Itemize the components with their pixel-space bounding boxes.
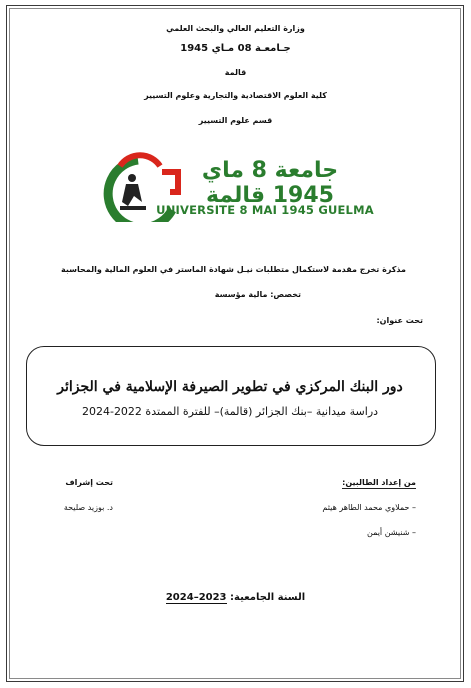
ministry-line: وزارة التعليم العالي والبحث العلمي: [166, 24, 305, 33]
supervisor-name: د. بوزيد صليحة: [63, 503, 113, 512]
subject-label: تحت عنوان:: [376, 316, 423, 325]
student-name-2: – شنيشن أيمن: [366, 528, 416, 537]
year-value: 2023–2024: [165, 592, 227, 603]
title-box: [26, 346, 436, 446]
student-name-1: – حملاوي محمد الطاهر هيثم: [322, 503, 416, 512]
inner-border: [9, 8, 461, 679]
supervision-label: تحت إشراف: [65, 478, 113, 487]
faculty-line: كلية العلوم الاقتصادية والتجارية وعلوم التسيير: [144, 91, 327, 100]
specialty: تخصص: مالية مؤسسة: [214, 290, 301, 299]
department-line: قسم علوم التسيير: [198, 116, 273, 125]
university-line: جـامعـة 08 مـاي 1945: [180, 43, 291, 54]
academic-year: [0, 592, 471, 603]
logo-french-text: UNIVERSITE 8 MAI 1945 GUELMA: [156, 203, 374, 217]
city-line: قالمة: [224, 68, 247, 77]
memo-purpose: مذكرة تخرج مقدمة لاستكمال متطلبات نيـل شهادة الماستر في العلوم المالية والمحاسبة: [60, 265, 406, 274]
thesis-subtitle: دراسة ميدانية –بنك الجزائر (قالمة)– للفترة الممتدة 2022-2024: [81, 405, 379, 418]
prepared-by-label: من إعداد الطالبين:: [342, 478, 416, 487]
logo-arabic-text: جامعة 8 ماي 1945 قالمة: [201, 158, 339, 208]
thesis-title: دور البنك المركزي في تطوير الصيرفة الإسلامية في الجزائر: [57, 379, 403, 395]
year-label: السنة الجامعية:: [230, 592, 306, 603]
